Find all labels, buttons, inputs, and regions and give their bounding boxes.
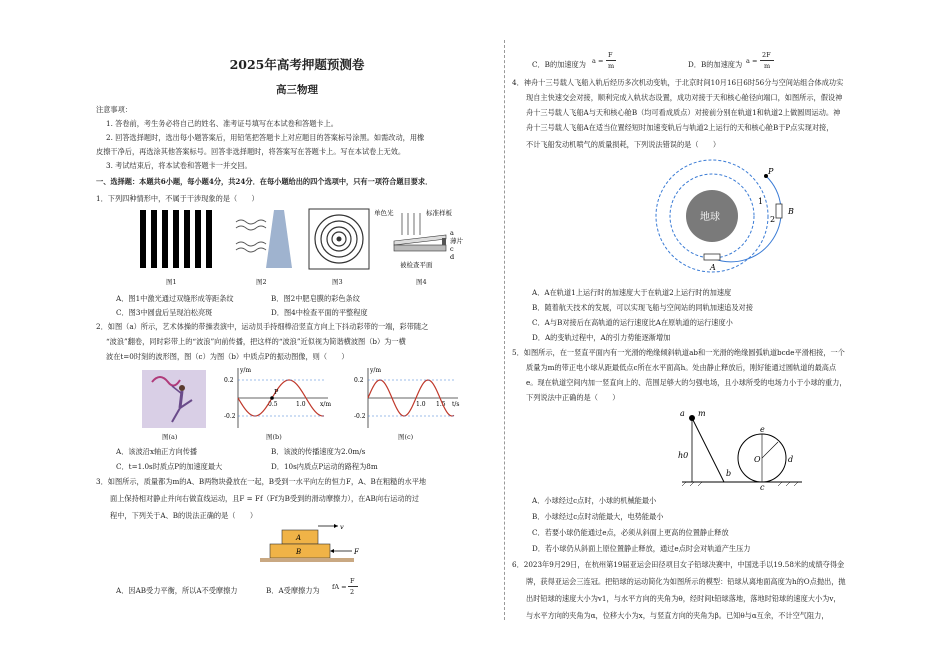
q3-v-label: v: [340, 523, 344, 531]
q3-option-b: B．A受摩擦力为: [266, 586, 320, 595]
fig4-standard-label: 标准样板: [426, 209, 452, 217]
module-b-label: B: [788, 207, 794, 216]
q3d-frac-den: m: [764, 62, 771, 70]
label-m: m: [698, 409, 706, 418]
q6-line: 6．2023年9月29日，在杭州第19届亚运会田径项目女子铅球决赛中，中国选手以19.58米的成绩夺得金: [512, 560, 845, 569]
graph-c-xtick: 1.5: [436, 401, 446, 408]
graph-b-ylabel: y/m: [240, 367, 252, 374]
q2-fig-a-caption: 图(a): [162, 433, 178, 441]
q2-stem-line: 波在t=0时刻的波形图，图（c）为图（b）中质点P的振动图像，则（ ）: [106, 352, 349, 361]
q3-stem-line: 程中，下列关于A、B的说法正确的是（ ）: [110, 511, 258, 520]
module-b: [776, 204, 782, 218]
q3-option-a: A．因AB受力平衡，所以A不受摩擦力: [116, 586, 238, 595]
q4-line: 舟十三号载人飞船A在适当位置经短时加速变轨后与轨道2上运行的天和核心舱B于P点实现对接，: [526, 123, 834, 132]
notice-item: 皮擦干净后，再选涂其他答案标号。回答非选择题时，将答案写在答题卡上。写在本试卷上无效。: [96, 147, 406, 156]
q3-f-label: F: [354, 548, 359, 556]
q2-fig-a-gymnast: [142, 370, 206, 428]
q3-stem-line: 面上保持相对静止并向右做直线运动，且F = Ff（Ff为B受到的滑动摩擦力），在AB向右运动的过: [110, 494, 419, 503]
q4-line: 现自主快速交会对接，顺利完成入轨状态设置，成功对接于天和核心舱径向端口，如图所示，假设神: [526, 93, 843, 102]
point-a: a: [680, 409, 685, 418]
q2-stem-line: 2．如图（a）所示，艺术体操的带操表演中，运动员手持细棒沿竖直方向上下抖动彩带的一端，彩带随之: [96, 322, 429, 331]
q3-frac-lhs: fA =: [332, 583, 347, 591]
q5-line: e。现在轨道空间内加一竖直向上的、范围足够大的匀强电场，且小球所受的电场力小于小球的重力，: [526, 378, 847, 387]
graph-c-ylabel: y/m: [370, 367, 382, 374]
q4-line: 不计飞船发动机喷气的质量损耗，下列说法错误的是（ ）: [526, 140, 721, 149]
page-subtitle: 高三物理: [276, 84, 318, 96]
graph-b-xtick: 0.5: [268, 401, 278, 408]
q5-line: 质量为m的带正电小球从距最低点c所在水平面高h。处由静止释放后，刚好能通过圆轨道的最高点: [526, 363, 837, 372]
notice-heading: 注意事项：: [96, 105, 132, 114]
notice-item: 1. 答卷前，考生务必将自己的姓名、准考证号填写在本试卷和答题卡上。: [106, 119, 338, 128]
fig4-c: c: [450, 245, 454, 253]
q2-option-b: B．该波的传播速度为2.0m/s: [271, 447, 366, 456]
q2-option-d: D．10s内质点P运动的路程为8m: [271, 462, 378, 471]
earth-label: 地球: [700, 212, 720, 223]
q3-blocks-figure: [256, 520, 366, 570]
q3d-frac-lhs: a =: [746, 57, 758, 65]
graph-b-p-label: P: [274, 388, 279, 396]
column-divider: [504, 40, 505, 620]
q5-option-b: B．小球经过c点时动能最大，电势能最小: [532, 512, 664, 521]
graph-b-xlabel: x/m: [320, 401, 332, 408]
q3c-frac-num: F: [608, 51, 613, 59]
q1-option-b: B．图2中肥皂膜的彩色条纹: [271, 294, 360, 303]
q1-option-a: A．图1中激光通过双缝形成等距条纹: [116, 294, 234, 303]
q6-line: 牌，获得亚运会三连冠。把铅球的运动简化为如图所示的模型：铅球从离地面高度为h的O点抛出，抛: [526, 577, 846, 586]
q4-orbit-figure: [648, 156, 808, 276]
q1-fig3-caption: 图3: [332, 278, 343, 286]
q1-fig3-poisson-spot: [308, 208, 370, 270]
q3-frac-den: 2: [350, 588, 355, 596]
q3-frac-num: F: [350, 577, 355, 585]
q2-fig-b-caption: 图(b): [266, 433, 282, 441]
q5-option-d: D．若小球仍从斜面上原位置静止释放，通过e点时会对轨道产生压力: [532, 544, 751, 553]
q3-block-b: B: [296, 548, 302, 556]
point-e: e: [760, 425, 765, 434]
notice-item: 2. 回答选择题时，选出每小题答案后，用铅笔把答题卡上对应题目的答案标号涂黑。如需改动，用橡: [106, 133, 425, 142]
ship-a-label: A: [710, 263, 716, 272]
orbit-1-label: 1: [758, 197, 764, 206]
q1-option-d: D．图4中检查平面的平整程度: [271, 308, 368, 317]
q2-option-c: C．t=1.0s时质点P的加速度最大: [116, 462, 223, 471]
q6-line: 与水平方向的夹角为α，位移大小为x，与竖直方向的夹角为β。已知θ与α互余，不计空气阻力，: [526, 611, 829, 620]
q3c-frac-lhs: a =: [592, 57, 604, 65]
center-o: O: [754, 455, 761, 464]
q3-block-a: A: [296, 534, 302, 542]
graph-b-ytick: 0.2: [224, 377, 234, 384]
point-b: b: [726, 469, 732, 478]
q4-line: 4．神舟十三号载人飞船入轨后经历多次机动变轨，于北京时间10月16日6时56分与空间站组合体成功实: [512, 78, 844, 87]
orbit-2-label: 2: [770, 215, 776, 224]
page-title: 2025年高考押题预测卷: [229, 57, 365, 72]
label-h0: h0: [678, 451, 689, 460]
q6-line: 出时铅球的速度大小为v1，与水平方向的夹角为θ，经时间t铅球落地，落地时铅球的速度大小为v，: [526, 594, 841, 603]
graph-c-xtick: 1.0: [416, 401, 426, 408]
q1-fig4-caption: 图4: [416, 278, 427, 286]
q3-stem-line: 3．如图所示，质量都为m的A、B两物块叠放在一起，B受到一水平向左的恒力F，A、B在粗糙的水平地: [96, 477, 427, 486]
ship-a: [704, 254, 720, 260]
q4-option-b: B．随着航天技术的发展，可以实现飞船与空间站的同轨加速追及对接: [532, 303, 753, 312]
q4-option-d: D．A的变轨过程中，A的引力势能逐渐增加: [532, 333, 671, 342]
q3-option-d: D．B的加速度为: [688, 60, 743, 69]
q1-fig1-double-slit: [138, 208, 218, 270]
q4-option-a: A．A在轨道1上运行时的加速度大于在轨道2上运行时的加速度: [532, 288, 732, 297]
q5-track-figure: [662, 404, 812, 490]
fig4-plane-label: 被检查平面: [400, 261, 433, 269]
point-c: c: [760, 483, 765, 490]
q2-graph-c: [354, 364, 464, 432]
graph-b-point-p: [270, 396, 274, 400]
q2-option-a: A．该波沿x轴正方向传播: [116, 447, 198, 456]
q3d-frac-num: 2F: [762, 51, 771, 59]
section-heading: 一、选择题：本题共6小题，每小题4分，共24分．在每小题给出的四个选项中，只有一项符合题目要求．: [96, 177, 433, 186]
q5-option-a: A．小球经过c点时，小球的机械能最小: [532, 496, 657, 505]
graph-c-ytick: 0.2: [354, 377, 364, 384]
q2-graph-b: [224, 364, 334, 432]
q5-option-c: C．若要小球仍能通过e点，必须从斜面上更高的位置静止释放: [532, 528, 729, 537]
q4-line: 舟十三号载人飞船A与天和核心舱B（均可看成质点）对接前分别在轨道1和轨道2上做圆周运动。神: [526, 108, 841, 117]
incline-ab: [692, 418, 724, 482]
q4-option-c: C．A与B对接后在高轨道的运行速度比A在原轨道的运行速度小: [532, 318, 733, 327]
graph-c-ytick: -0.2: [354, 413, 366, 420]
q5-line: 5．如图所示，在一竖直平面内有一光滑的绝缘倾斜轨道ab和一光滑的绝缘圆弧轨道bcde平滑相接，一个: [512, 348, 845, 357]
q1-fig1-caption: 图1: [166, 278, 177, 286]
q3-option-c: C．B的加速度为: [532, 60, 586, 69]
ball: [689, 415, 695, 421]
q1-fig2-soap-film: [234, 208, 294, 270]
q2-stem-line: “波浪”翻卷，同时彩带上的“波浪”向前传播，把这样的“波浪”近似视为简谐横波图（b）为一横: [106, 337, 406, 346]
notice-item: 3. 考试结束后，将本试卷和答题卡一并交回。: [106, 161, 252, 170]
q5-line: 下列说法中正确的是（ ）: [526, 393, 620, 402]
q3c-frac-den: m: [608, 62, 615, 70]
fig4-a: a: [450, 229, 454, 237]
q1-stem: 1．下列四种情形中，不属于干涉现象的是（ ）: [96, 194, 259, 203]
graph-b-xtick: 1.0: [296, 401, 306, 408]
graph-b-ytick: -0.2: [224, 413, 236, 420]
q1-fig4-interference-check: [372, 205, 472, 275]
q2-fig-c-caption: 图(c): [398, 433, 414, 441]
point-d: d: [788, 455, 794, 464]
fig4-light-label: 单色光: [374, 209, 394, 217]
q1-option-c: C．图3中圆盘后呈现泊松亮斑: [116, 308, 213, 317]
q1-fig2-caption: 图2: [256, 278, 267, 286]
point-p-label: P: [768, 167, 774, 176]
fig4-d: d: [450, 253, 455, 261]
graph-c-xlabel: t/s: [452, 401, 460, 408]
fig4-thin-label: 薄片: [450, 237, 463, 245]
